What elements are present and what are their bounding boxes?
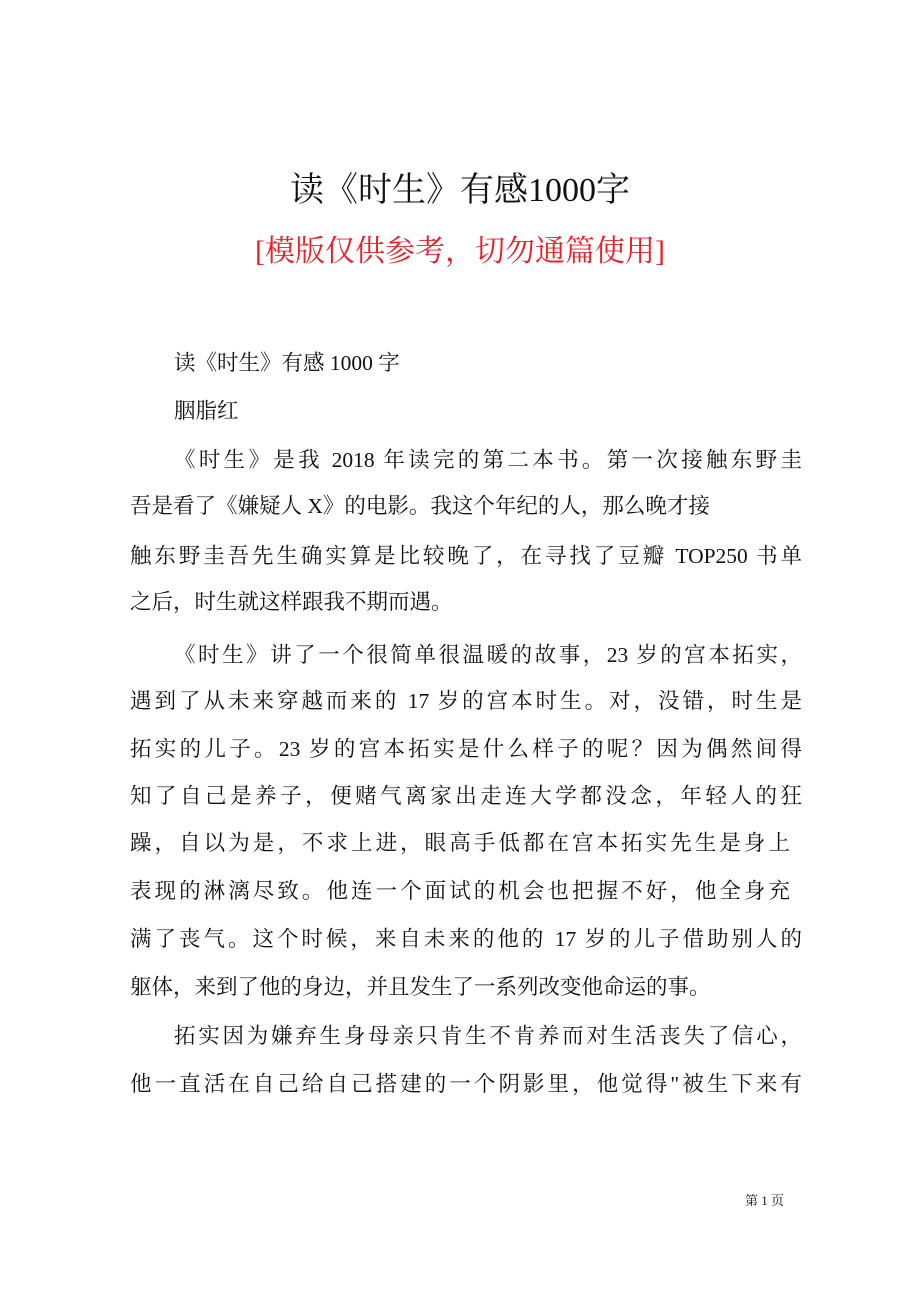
body-line: 之后，时生就这样跟我不期而遇。: [130, 590, 453, 614]
body-line: 躁，自以为是，不求上进，眼高手低都在宫本拓实先生是身上: [130, 831, 790, 855]
body-line: 满了丧气。这个时候，来自未来的他的 17 岁的儿子借助别人的: [130, 927, 802, 951]
body-line: 遇到了从未来穿越而来的 17 岁的宫本时生。对，没错，时生是: [130, 689, 802, 713]
page-number: 第 1 页: [745, 1193, 785, 1208]
body-line: 读《时生》有感 1000 字: [174, 351, 400, 375]
body-line: 拓实因为嫌弃生身母亲只肯生不肯养而对生活丧失了信心，: [174, 1024, 802, 1048]
body-line: 知了自己是养子，便赌气离家出走连大学都没念，年轻人的狂: [130, 784, 802, 808]
body-line: 触东野圭吾先生确实算是比较晚了，在寻找了豆瓣 TOP250 书单: [130, 544, 802, 568]
body-line: 《时生》讲了一个很简单很温暖的故事，23 岁的宫本拓实，: [174, 643, 802, 667]
body-line: 《时生》是我 2018 年读完的第二本书。第一次接触东野圭: [174, 448, 802, 472]
body-line: 躯体，来到了他的身边，并且发生了一系列改变他命运的事。: [130, 975, 711, 999]
document-title: 读《时生》有感1000字: [290, 172, 630, 209]
template-notice: [模版仅供参考，切勿通篇使用]: [255, 235, 665, 268]
body-line: 他一直活在自己给自己搭建的一个阴影里，他觉得"被生下来有: [130, 1072, 802, 1096]
body-line: 表现的淋漓尽致。他连一个面试的机会也把握不好，他全身充: [130, 879, 790, 903]
body-line: 胭脂红: [174, 399, 239, 423]
body-line: 吾是看了《嫌疑人 X》的电影。我这个年纪的人，那么晚才接: [130, 494, 710, 518]
body-line: 拓实的儿子。23 岁的宫本拓实是什么样子的呢？因为偶然间得: [130, 737, 802, 761]
